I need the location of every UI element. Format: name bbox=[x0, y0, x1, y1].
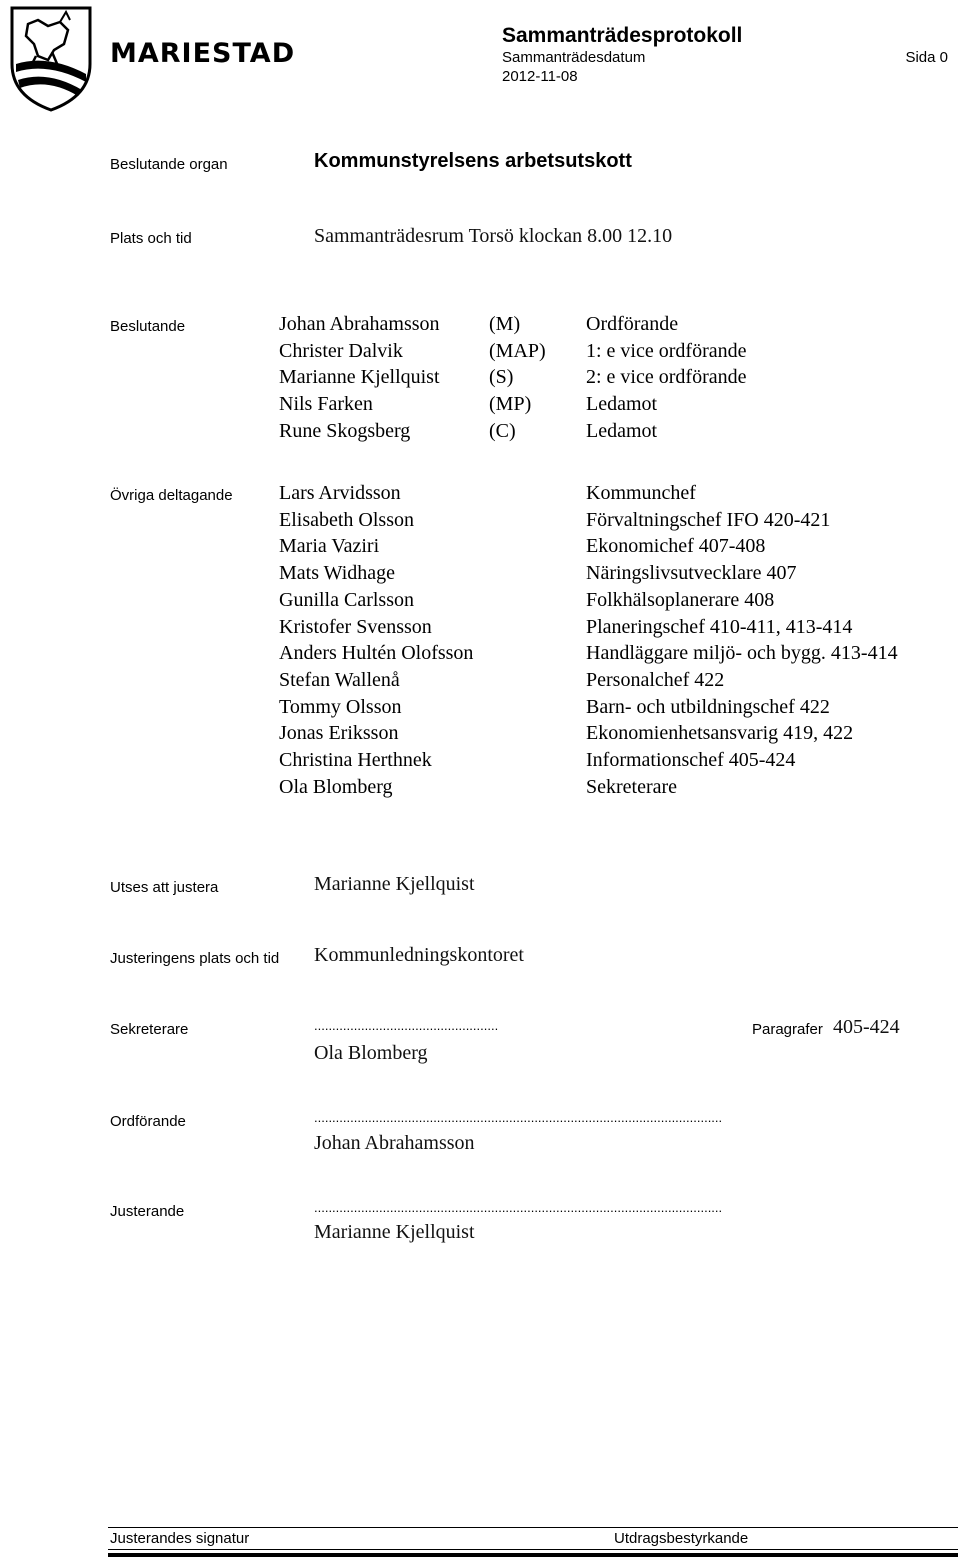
participant-name: Stefan Wallenå bbox=[279, 668, 400, 691]
participant-name: Ola Blomberg bbox=[279, 775, 393, 798]
sekreterare-name: Ola Blomberg bbox=[314, 1042, 428, 1064]
member-party: (S) bbox=[489, 366, 514, 389]
member-role: Ledamot bbox=[586, 393, 658, 416]
member-role: 2: e vice ordförande bbox=[586, 366, 747, 389]
member-name: Nils Farken bbox=[279, 393, 373, 416]
participant-role: Personalchef 422 bbox=[586, 668, 725, 691]
participant-role: Kommunchef bbox=[586, 482, 696, 504]
page-number: Sida 0 bbox=[905, 49, 948, 66]
beslutande-row bbox=[279, 393, 879, 420]
participant-name: Tommy Olsson bbox=[279, 695, 402, 718]
mariestad-coat-of-arms-logo bbox=[8, 4, 94, 114]
sekreterare-signature-line: ................................................... bbox=[314, 1018, 499, 1033]
justerande-signature-line: ................................................................................................................. bbox=[314, 1200, 723, 1215]
paragrafer-label: Paragrafer bbox=[752, 1021, 823, 1038]
participant-name: Elisabeth Olsson bbox=[279, 508, 414, 531]
participant-role: Ekonomienhetsansvarig 419, 422 bbox=[586, 722, 854, 745]
ordforande-label: Ordförande bbox=[110, 1113, 186, 1130]
footer-utdragsbestyrkande: Utdragsbestyrkande bbox=[614, 1530, 749, 1547]
justering-label: Justeringens plats och tid bbox=[110, 950, 280, 967]
sekreterare-label: Sekreterare bbox=[110, 1021, 189, 1038]
ordforande-signature-line: ................................................................................................................. bbox=[314, 1110, 723, 1125]
ovriga-row bbox=[279, 722, 959, 749]
footer-rule-line bbox=[108, 1554, 958, 1555]
footer-top-line bbox=[108, 1553, 958, 1554]
participant-name: Kristofer Svensson bbox=[279, 615, 432, 638]
date-value: 2012-11-08 bbox=[502, 68, 578, 85]
date-label: Sammanträdesdatum bbox=[502, 49, 646, 66]
member-name: Christer Dalvik bbox=[279, 339, 403, 362]
participant-name: Lars Arvidsson bbox=[279, 482, 401, 504]
organ-value: Kommunstyrelsens arbetsutskott bbox=[314, 150, 632, 172]
beslutande-row bbox=[279, 366, 879, 393]
participant-role: Planeringschef 410-411, 413-414 bbox=[586, 615, 853, 638]
place-value: Sammanträdesrum Torsö klockan 8.00 12.10 bbox=[314, 225, 673, 247]
footer-line-final bbox=[108, 1527, 958, 1528]
footer-justerandes-signatur: Justerandes signatur bbox=[110, 1530, 250, 1547]
beslutande-label: Beslutande bbox=[110, 318, 186, 335]
ovriga-row bbox=[279, 616, 959, 643]
paragrafer-value: 405-424 bbox=[833, 1016, 900, 1038]
ovriga-row bbox=[279, 776, 959, 803]
ovriga-row bbox=[279, 482, 959, 509]
utses-label: Utses att justera bbox=[110, 879, 219, 896]
participant-role: Folkhälsoplanerare 408 bbox=[586, 588, 775, 611]
logo-wordmark: MARIESTAD bbox=[110, 38, 296, 69]
participant-role: Sekreterare bbox=[586, 775, 678, 798]
ovriga-row bbox=[279, 749, 959, 776]
justerande-name: Marianne Kjellquist bbox=[314, 1221, 475, 1243]
member-name: Rune Skogsberg bbox=[279, 419, 411, 442]
footer-separator-line bbox=[108, 1555, 958, 1556]
member-name: Marianne Kjellquist bbox=[279, 366, 440, 389]
document-title: Sammanträdesprotokoll bbox=[502, 24, 743, 47]
participant-name: Gunilla Carlsson bbox=[279, 588, 414, 611]
ovriga-row bbox=[279, 509, 959, 536]
member-party: (MP) bbox=[489, 393, 532, 416]
ovriga-row bbox=[279, 696, 959, 723]
justerande-label: Justerande bbox=[110, 1203, 185, 1220]
place-label: Plats och tid bbox=[110, 230, 192, 247]
beslutande-row bbox=[279, 340, 879, 367]
ovriga-list bbox=[279, 482, 959, 812]
justering-value: Kommunledningskontoret bbox=[314, 944, 524, 966]
ovriga-row bbox=[279, 642, 959, 669]
participant-name: Jonas Eriksson bbox=[279, 722, 399, 745]
participant-role: Handläggare miljö- och bygg. 413-414 bbox=[586, 642, 898, 665]
member-party: (C) bbox=[489, 419, 516, 442]
participant-role: Barn- och utbildningschef 422 bbox=[586, 695, 830, 718]
ovriga-row bbox=[279, 589, 959, 616]
participant-name: Anders Hultén Olofsson bbox=[279, 642, 474, 665]
ovriga-row bbox=[279, 535, 959, 562]
ordforande-name: Johan Abrahamsson bbox=[314, 1132, 475, 1154]
member-party: (MAP) bbox=[489, 339, 546, 362]
ovriga-row bbox=[279, 669, 959, 696]
member-party: (M) bbox=[489, 313, 521, 335]
beslutande-list bbox=[279, 313, 879, 453]
member-role: Ordförande bbox=[586, 313, 679, 335]
participant-role: Informationschef 405-424 bbox=[586, 749, 796, 771]
utses-value: Marianne Kjellquist bbox=[314, 873, 475, 895]
participant-name: Mats Widhage bbox=[279, 562, 396, 585]
participant-name: Christina Herthnek bbox=[279, 749, 432, 771]
ovriga-label: Övriga deltagande bbox=[110, 487, 233, 504]
beslutande-row bbox=[279, 420, 879, 447]
member-name: Johan Abrahamsson bbox=[279, 313, 440, 335]
participant-role: Näringslivsutvecklare 407 bbox=[586, 562, 797, 585]
member-role: 1: e vice ordförande bbox=[586, 339, 747, 362]
participant-name: Maria Vaziri bbox=[279, 535, 380, 558]
ovriga-row bbox=[279, 562, 959, 589]
beslutande-row bbox=[279, 313, 879, 340]
participant-role: Förvaltningschef IFO 420-421 bbox=[586, 508, 831, 531]
participant-role: Ekonomichef 407-408 bbox=[586, 535, 766, 558]
organ-label: Beslutande organ bbox=[110, 156, 228, 173]
member-role: Ledamot bbox=[586, 419, 658, 442]
